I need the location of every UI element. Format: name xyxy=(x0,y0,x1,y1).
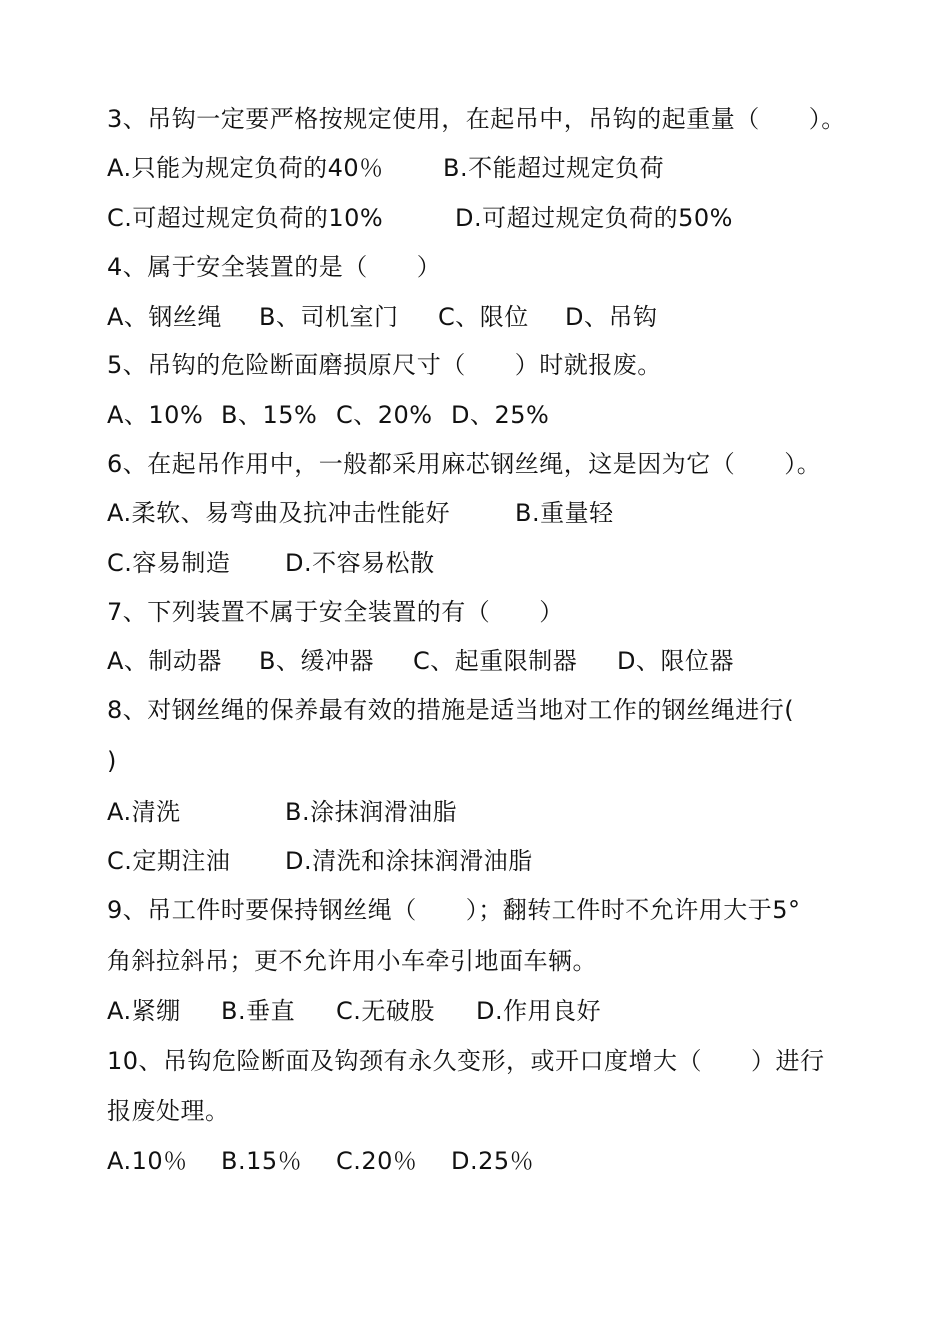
question-7-stem: 7、下列装置不属于安全装置的有（ ） xyxy=(107,598,564,626)
question-6-option-b: B.重量轻 xyxy=(515,499,614,527)
question-5-option-c: C、20% xyxy=(336,401,433,429)
question-4-option-d: D、吊钩 xyxy=(565,303,658,331)
question-7-option-c: C、起重限制器 xyxy=(413,647,578,675)
question-6-option-a: A.柔软、易弯曲及抗冲击性能好 xyxy=(107,499,451,527)
question-5-stem: 5、吊钩的危险断面磨损原尺寸（ ）时就报废。 xyxy=(107,351,662,379)
question-9-stem-line-2: 角斜拉斜吊；更不允许用小车牵引地面车辆。 xyxy=(107,947,597,975)
question-9-option-a: A.紧绷 xyxy=(107,997,181,1025)
question-3-option-b: B.不能超过规定负荷 xyxy=(443,154,665,182)
question-8-stem-line-2: ) xyxy=(107,747,117,775)
question-10-option-a: A.10％ xyxy=(107,1147,188,1175)
question-8-option-c: C.定期注油 xyxy=(107,847,231,875)
question-8-option-a: A.清洗 xyxy=(107,798,181,826)
question-4-option-a: A、钢丝绳 xyxy=(107,303,222,331)
question-4-option-b: B、司机室门 xyxy=(259,303,399,331)
question-9-option-b: B.垂直 xyxy=(221,997,296,1025)
question-4-stem: 4、属于安全装置的是（ ） xyxy=(107,253,442,281)
question-6-stem: 6、在起吊作用中，一般都采用麻芯钢丝绳，这是因为它（ ）。 xyxy=(107,450,822,478)
question-7-option-d: D、限位器 xyxy=(617,647,734,675)
question-9-stem-line-1: 9、吊工件时要保持钢丝绳（ ）；翻转工件时不允许用大于5° xyxy=(107,896,801,924)
question-7-option-b: B、缓冲器 xyxy=(259,647,374,675)
question-8-option-d: D.清洗和涂抹润滑油脂 xyxy=(285,847,533,875)
question-10-option-d: D.25％ xyxy=(451,1147,535,1175)
question-9-option-c: C.无破股 xyxy=(336,997,435,1025)
question-8-stem-line-1: 8、对钢丝绳的保养最有效的措施是适当地对工作的钢丝绳进行( xyxy=(107,696,795,724)
question-7-option-a: A、制动器 xyxy=(107,647,222,675)
question-10-stem-line-1: 10、吊钩危险断面及钩颈有永久变形，或开口度增大（ ）进行 xyxy=(107,1047,825,1075)
question-10-option-c: C.20％ xyxy=(336,1147,418,1175)
question-5-option-b: B、15% xyxy=(221,401,318,429)
question-9-option-d: D.作用良好 xyxy=(476,997,602,1025)
question-3-option-c: C.可超过规定负荷的10% xyxy=(107,204,384,232)
question-6-option-d: D.不容易松散 xyxy=(285,549,435,577)
question-3-option-d: D.可超过规定负荷的50% xyxy=(455,204,733,232)
question-4-option-c: C、限位 xyxy=(438,303,529,331)
question-3-option-a: A.只能为规定负荷的40％ xyxy=(107,154,384,182)
question-6-option-c: C.容易制造 xyxy=(107,549,231,577)
question-3-stem: 3、吊钩一定要严格按规定使用，在起吊中，吊钩的起重量（ ）。 xyxy=(107,105,846,133)
question-10-stem-line-2: 报废处理。 xyxy=(107,1097,230,1125)
question-5-option-d: D、25% xyxy=(451,401,550,429)
question-8-option-b: B.涂抹润滑油脂 xyxy=(285,798,458,826)
question-5-option-a: A、10% xyxy=(107,401,204,429)
question-10-option-b: B.15％ xyxy=(221,1147,303,1175)
